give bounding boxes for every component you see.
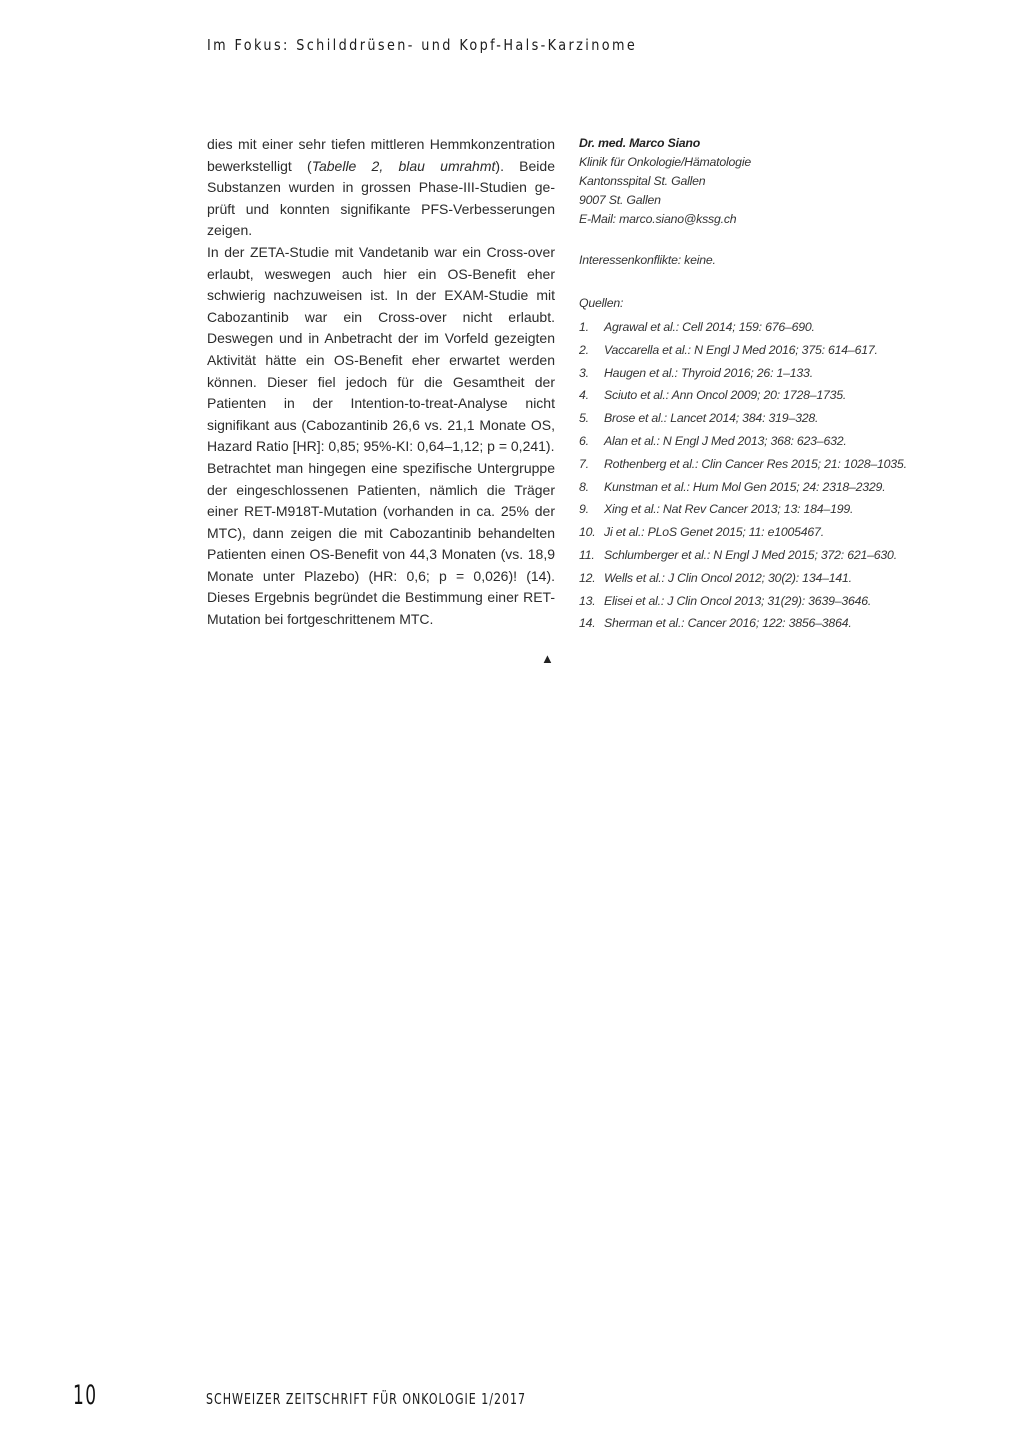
paragraph-1: [207, 134, 555, 242]
reference-item: [579, 476, 919, 499]
end-of-article-marker: ▲: [541, 651, 554, 666]
reference-number: 13.: [579, 593, 596, 608]
reference-item: [579, 567, 919, 590]
paragraph-3: Betrachtet man hingegen eine spezifische Untergruppe der eingeschlossenen Patienten, nämlich die Träger einer RET-M918T-Mutation (vorhanden in ca. 25% der MTC), dann zeigen die mit Cabozantinib behandelten Patienten einen OS-Benefit von 44,3 Monaten (vs. 18,9 Monate unter Plazebo) (HR: 0,6; p = 0,026)! (14). Dieses Ergebnis begründet die Bestimmung einer RET-Mutation bei fortgeschrittenem MTC.: [207, 459, 555, 628]
reference-text: Wells et al.: J Clin Oncol 2012; 30(2): 134–141.: [604, 570, 852, 585]
reference-text: Kunstman et al.: Hum Mol Gen 2015; 24: 2318–2329.: [604, 479, 886, 494]
reference-number: 11.: [579, 547, 595, 562]
reference-number: 14.: [579, 616, 596, 631]
author-name: Dr. med. Marco Siano: [579, 136, 701, 150]
sidebar-column: [579, 134, 919, 635]
paragraph-1-start: dies mit einer sehr tiefen mittleren Hemmkonzentration bewerkstelligt (: [207, 136, 555, 174]
author-department: Klinik für Onkologie/Hämatologie: [579, 155, 751, 169]
reference-text: Sciuto et al.: Ann Oncol 2009; 20: 1728–1735.: [604, 388, 847, 403]
author-hospital: Kantonsspital St. Gallen: [579, 174, 706, 188]
reference-text: Xing et al.: Nat Rev Cancer 2013; 13: 184–199.: [604, 502, 854, 517]
reference-text: Ji et al.: PLoS Genet 2015; 11: e1005467.: [604, 525, 824, 540]
author-email[interactable]: E-Mail: marco.siano@kssg.ch: [579, 212, 737, 226]
reference-text: Haugen et al.: Thyroid 2016; 26: 1–133.: [604, 365, 813, 380]
author-block: [579, 134, 919, 229]
conflict-statement: Interessenkonflikte: keine.: [579, 253, 716, 267]
sources-heading: Quellen:: [579, 296, 624, 310]
reference-number: 3.: [579, 365, 589, 380]
reference-number: 7.: [579, 456, 589, 471]
author-city: 9007 St. Gallen: [579, 193, 661, 207]
reference-text: Brose et al.: Lancet 2014; 384: 319–328.: [604, 411, 819, 426]
reference-number: 5.: [579, 411, 589, 426]
reference-text: Schlumberger et al.: N Engl J Med 2015; 372: 621–630.: [604, 547, 897, 562]
reference-number: 1.: [579, 320, 589, 334]
reference-text: Rothenberg et al.: Clin Cancer Res 2015; 21: 1028–1035.: [604, 456, 907, 471]
journal-title: SCHWEIZER ZEITSCHRIFT FÜR ONKOLOGIE 1/2017: [206, 1390, 527, 1408]
reference-text: Elisei et al.: J Clin Oncol 2013; 31(29): 3639–3646.: [604, 593, 872, 608]
paragraph-1-end: ). Beide Substanzen wurden in grossen Phase-III-Studien geprüft und konnten signifikante PFS-Verbesserungen zeigen.: [207, 157, 555, 239]
reference-item: [579, 453, 919, 476]
reference-item: [579, 316, 919, 339]
reference-number: 2.: [579, 342, 589, 357]
reference-item: [579, 362, 919, 385]
reference-number: 4.: [579, 388, 589, 403]
reference-item: [579, 339, 919, 362]
page-number: 10: [73, 1380, 98, 1411]
reference-text: Vaccarella et al.: N Engl J Med 2016; 375: 614–617.: [604, 342, 878, 357]
article-body: [207, 134, 555, 631]
reference-text: Sherman et al.: Cancer 2016; 122: 3856–3864.: [604, 616, 852, 631]
reference-item: [579, 521, 919, 544]
reference-number: 12.: [579, 570, 596, 585]
reference-item: [579, 590, 919, 613]
reference-number: 8.: [579, 479, 589, 494]
reference-text: Agrawal et al.: Cell 2014; 159: 676–690.: [604, 320, 815, 334]
reference-text: Alan et al.: N Engl J Med 2013; 368: 623–632.: [604, 433, 847, 448]
reference-item: [579, 430, 919, 453]
table-reference: Tabelle 2, blau umrahmt: [311, 157, 496, 174]
paragraph-2: In der ZETA-Studie mit Vandetanib war ein Cross-over erlaubt, weswegen auch hier ein OS-Benefit eher schwierig nachzuweisen ist. In der EXAM-Studie mit Cabozantinib war ein Cross-over nicht erlaubt. Deswegen und in Anbetracht der im Vorfeld gezeigten Aktivität hätte ein OS-Benefit eher erwartet werden können. Dieser fiel jedoch für die Gesamtheit der Patienten in der Intention-to-treat-Analyse nicht signifikant aus (Cabozantinib 26,6 vs. 21,1 Monate OS, Hazard Ratio [HR]: 0,85; 95%-KI: 0,64–1,12; p = 0,241).: [207, 243, 555, 455]
reference-number: 10.: [579, 525, 596, 540]
running-title: Im Fokus: Schilddrüsen- und Kopf-Hals-Karzinome: [207, 36, 638, 54]
reference-item: [579, 612, 919, 635]
reference-number: 6.: [579, 433, 589, 448]
reference-item: [579, 407, 919, 430]
reference-item: [579, 498, 919, 521]
reference-item: [579, 384, 919, 407]
reference-number: 9.: [579, 502, 589, 517]
reference-item: [579, 544, 919, 567]
reference-list: [579, 316, 919, 635]
